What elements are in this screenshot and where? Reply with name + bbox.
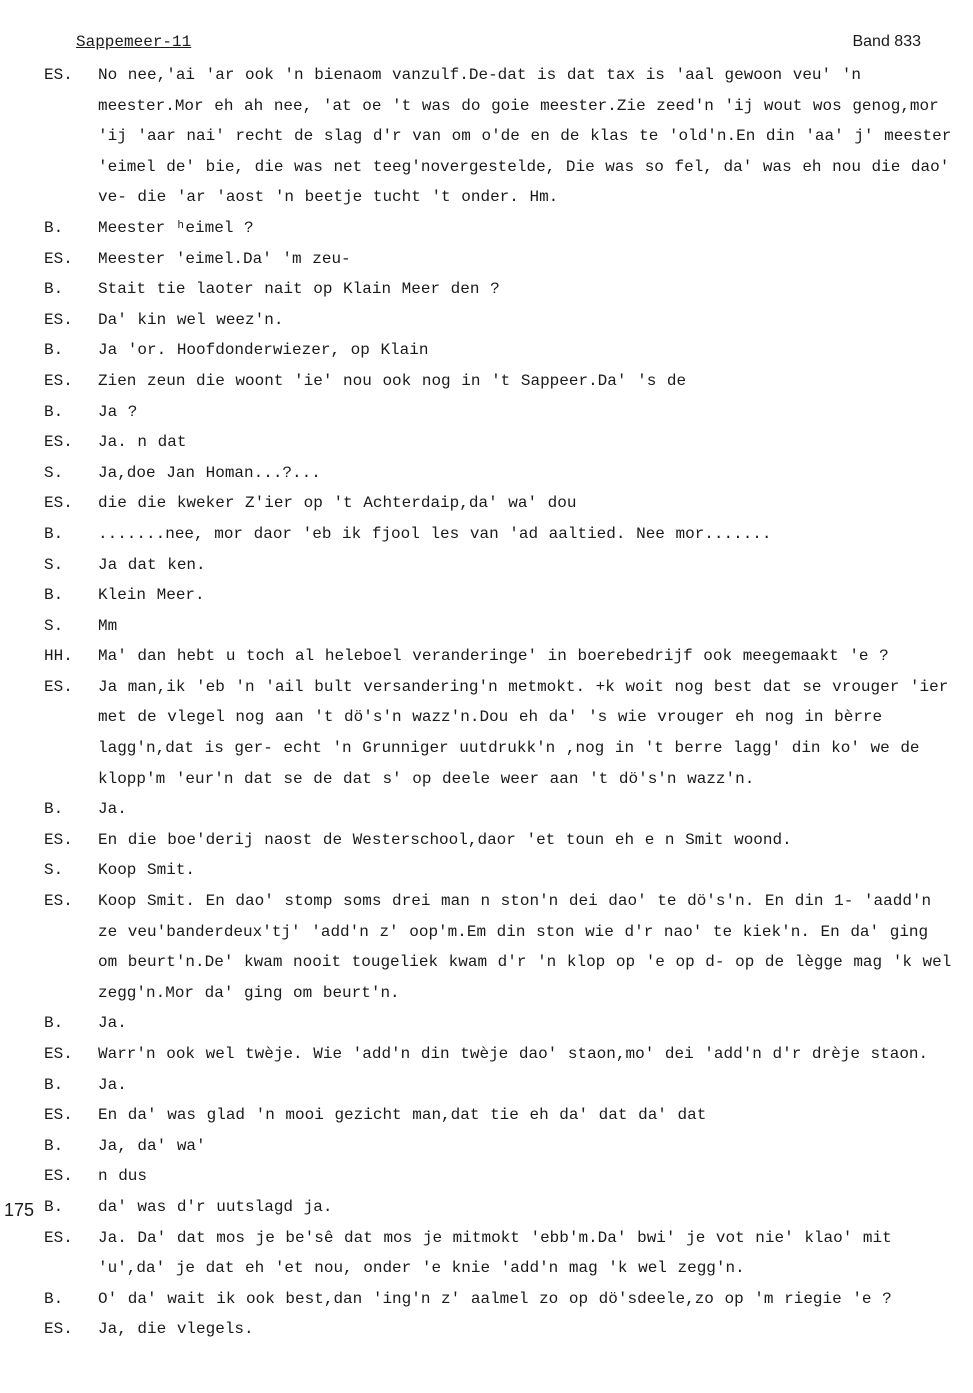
- speaker-label: B.: [44, 280, 64, 299]
- utterance: En die boe'derij naost de Westerschool,daor 'et toun eh e n Smit woond.: [98, 830, 792, 849]
- utterance: da' was d'r uutslagd ja.: [98, 1197, 333, 1216]
- speaker-label: ES.: [44, 310, 73, 329]
- transcript-turn: [44, 244, 955, 275]
- speaker-label: ES.: [44, 433, 73, 452]
- transcript-turn: [44, 60, 955, 213]
- utterance: Meester ʰeimel ?: [98, 218, 254, 237]
- transcript-turn: [44, 1039, 955, 1070]
- document-title: Sappemeer-11: [76, 33, 192, 51]
- utterance: Ja 'or. Hoofdonderwiezer, op Klain: [98, 341, 429, 360]
- utterance: Ja.: [98, 1014, 127, 1033]
- utterance: n dus: [98, 1167, 148, 1186]
- utterance: Stait tie laoter nait op Klain Meer den ?: [98, 280, 500, 299]
- speaker-label: ES.: [44, 677, 73, 696]
- utterance: No nee,'ai 'ar ook 'n bienaom vanzulf.De-dat is dat tax is 'aal gewoon veu' 'n meester.Mor eh ah nee, 'at oe 't was do goie meester.Zie zeed'n 'ij wout wos genog,mor 'ij 'aar nai' recht de slag d'r van om o'de en de klas te 'old'n.En din 'aa' j' meester 'eimel de' bie, die was net teeg'novergestelde, Die was so fel, da' was eh nou die dao' ve- die 'ar 'aost 'n beetje tucht 't onder. Hm.: [98, 66, 952, 207]
- utterance: Ja, die vlegels.: [98, 1320, 254, 1339]
- transcript-turn: [44, 519, 955, 550]
- utterance: Koop Smit. En dao' stomp soms drei man n ston'n dei dao' te dö's'n. En din 1- 'aadd'n ze veu'banderdeux'tj' 'add'n z' oop'm.Em din ston wie d'r nao' te kiek'n. En da' ging om beurt'n.De' kwam nooit tougeliek kwam d'r 'n klop op 'e op d- op de lègge mag 'k wel zegg'n.Mor da' ging om beurt'n.: [98, 892, 952, 1002]
- speaker-label: ES.: [44, 1228, 73, 1247]
- utterance: Ja ?: [98, 402, 138, 421]
- transcript-turn: [44, 213, 955, 244]
- utterance: Ja man,ik 'eb 'n 'ail bult versandering'n metmokt. +k woit nog best dat se vrouger 'ier met de vlegel nog aan 't dö's'n wazz'n.Dou eh da' 's wie vrouger eh nog in bèrre lagg'n,dat is ger- echt 'n Grunniger uutdrukk'n ,nog in 't berre lagg' din ko' we de klopp'm 'eur'n dat se de dat s' op deele weer aan 't dö's'n wazz'n.: [98, 677, 949, 788]
- utterance: O' da' wait ik ook best,dan 'ing'n z' aalmel zo op dö'sdeele,zo op 'm riegie 'e ?: [98, 1289, 892, 1308]
- speaker-label: ES.: [44, 1167, 73, 1186]
- transcript-turn: [44, 886, 955, 1008]
- transcript-turn: [44, 1008, 955, 1039]
- transcript-turn: [44, 366, 955, 397]
- transcript-turn: [44, 550, 955, 581]
- speaker-label: HH.: [44, 647, 73, 666]
- transcript-turn: [44, 1314, 955, 1345]
- speaker-label: B.: [44, 218, 64, 237]
- transcript-turn: [44, 458, 955, 489]
- utterance: Ja.: [98, 1075, 127, 1094]
- utterance: Ja.: [98, 800, 127, 819]
- speaker-label: B.: [44, 1197, 64, 1216]
- transcript-turn: [44, 1161, 955, 1192]
- utterance: Mm: [98, 616, 118, 635]
- transcript-turn: [44, 274, 955, 305]
- transcript-turn: [44, 1284, 955, 1315]
- transcript-turn: [44, 794, 955, 825]
- transcript-turn: [44, 611, 955, 642]
- speaker-label: B.: [44, 524, 64, 543]
- utterance: Koop Smit.: [98, 861, 196, 880]
- utterance: Warr'n ook wel twèje. Wie 'add'n din twèje dao' staon,mo' dei 'add'n d'r drèje staon.: [98, 1045, 929, 1063]
- page-header: [76, 33, 921, 57]
- utterance: Ja. Da' dat mos je be'sê dat mos je mitmokt 'ebb'm.Da' bwi' je vot nie' klao' mit 'u',da' je dat eh 'et nou, onder 'e knie 'add'n mag 'k wel zegg'n.: [98, 1228, 892, 1278]
- transcript-turn: [44, 672, 955, 794]
- speaker-label: B.: [44, 341, 64, 360]
- speaker-label: ES.: [44, 1045, 73, 1063]
- utterance: En da' was glad 'n mooi gezicht man,dat tie eh da' dat da' dat: [98, 1106, 707, 1125]
- transcript-turn: [44, 335, 955, 366]
- transcript: [44, 60, 955, 1345]
- margin-number: 175: [4, 1200, 35, 1220]
- band-number: Band 833: [852, 33, 921, 50]
- speaker-label: ES.: [44, 371, 73, 390]
- transcript-turn: [44, 855, 955, 886]
- speaker-label: B.: [44, 800, 64, 819]
- utterance: Ja, da' wa': [98, 1136, 206, 1155]
- speaker-label: S.: [44, 616, 64, 635]
- transcript-turn: [44, 1223, 955, 1284]
- utterance: Da' kin wel weez'n.: [98, 310, 284, 329]
- speaker-label: S.: [44, 555, 64, 574]
- speaker-label: ES.: [44, 892, 73, 911]
- transcript-turn: [44, 305, 955, 336]
- utterance: Zien zeun die woont 'ie' nou ook nog in 't Sappeer.Da' 's de: [98, 371, 687, 390]
- speaker-label: ES.: [44, 66, 73, 84]
- speaker-label: B.: [44, 1136, 64, 1155]
- speaker-label: S.: [44, 463, 64, 482]
- speaker-label: ES.: [44, 1106, 73, 1125]
- utterance: Klein Meer.: [98, 586, 205, 605]
- utterance: Ja dat ken.: [98, 555, 206, 574]
- speaker-label: ES.: [44, 494, 73, 513]
- transcript-turn: [44, 1070, 955, 1101]
- speaker-label: ES.: [44, 249, 73, 268]
- speaker-label: ES.: [44, 1320, 73, 1339]
- transcript-turn: [44, 488, 955, 519]
- transcript-turn: [44, 1192, 955, 1223]
- utterance: Meester 'eimel.Da' 'm zeu-: [98, 249, 351, 268]
- utterance: Ma' dan hebt u toch al heleboel veranderinge' in boerebedrijf ook meegemaakt 'e ?: [98, 647, 889, 666]
- transcript-turn: [44, 397, 955, 428]
- utterance: .......nee, mor daor 'eb ik fjool les van 'ad aaltied. Nee mor.......: [98, 524, 772, 543]
- speaker-label: S.: [44, 861, 64, 880]
- speaker-label: B.: [44, 586, 64, 605]
- speaker-label: B.: [44, 1075, 64, 1094]
- transcript-turn: [44, 580, 955, 611]
- transcript-turn: [44, 641, 955, 672]
- transcript-turn: [44, 825, 955, 856]
- speaker-label: B.: [44, 402, 64, 421]
- transcript-turn: [44, 1100, 955, 1131]
- transcript-turn: [44, 1131, 955, 1162]
- utterance: Ja. n dat: [98, 433, 187, 452]
- speaker-label: ES.: [44, 830, 73, 849]
- utterance: die die kweker Z'ier op 't Achterdaip,da' wa' dou: [98, 494, 577, 513]
- speaker-label: B.: [44, 1289, 64, 1308]
- speaker-label: B.: [44, 1014, 64, 1033]
- utterance: Ja,doe Jan Homan...?...: [98, 463, 321, 482]
- transcript-turn: [44, 427, 955, 458]
